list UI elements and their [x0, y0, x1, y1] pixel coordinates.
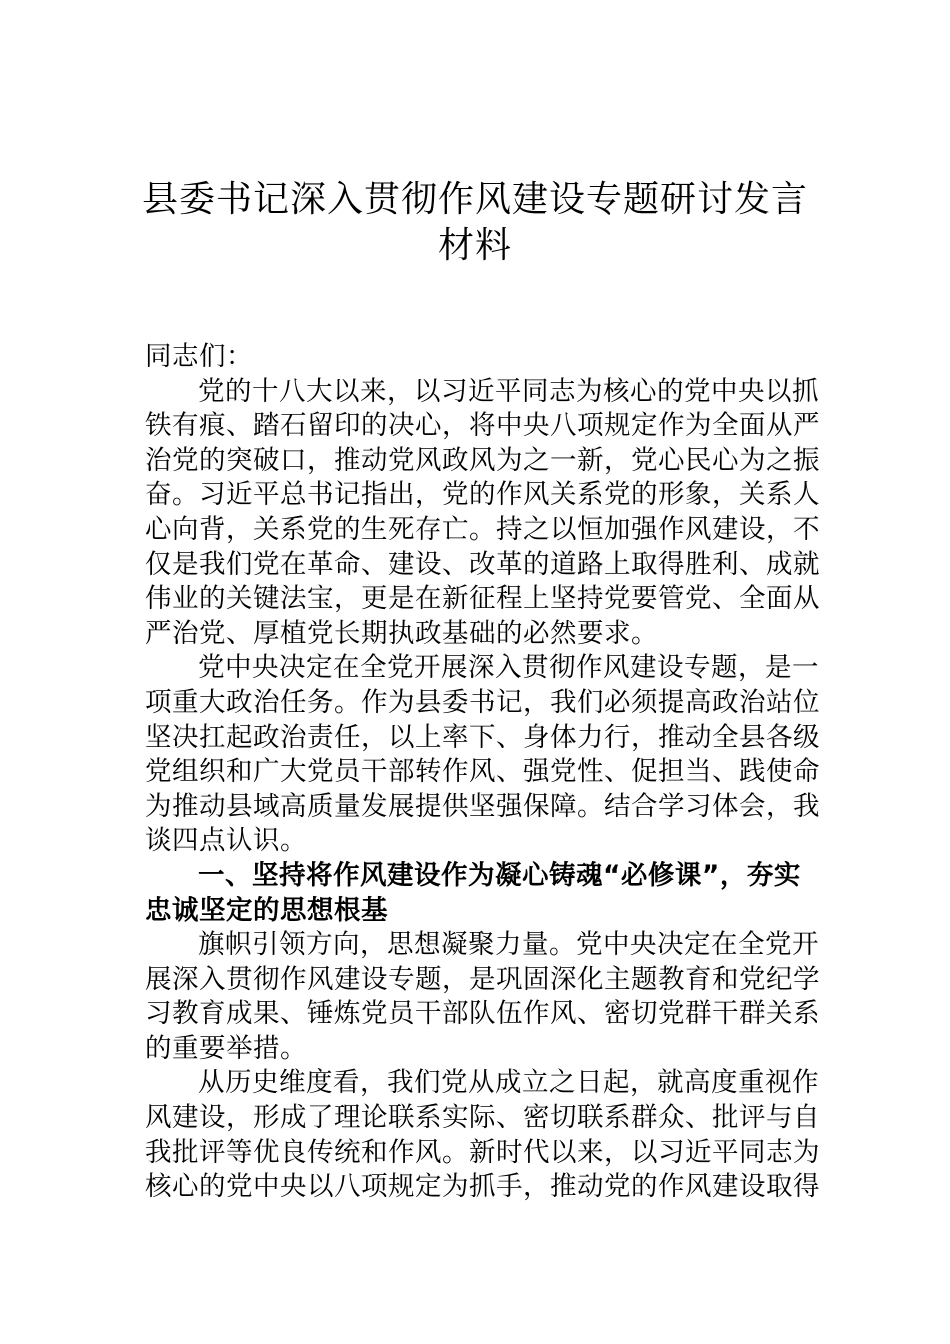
body-line: 从历史维度看，我们党从成立之日起，就高度重视作 — [198, 1067, 819, 1099]
body-line: 铁有痕、踏石留印的决心，将中央八项规定作为全面从严 — [145, 410, 820, 442]
body-line: 党的十八大以来，以习近平同志为核心的党中央以抓 — [198, 375, 819, 407]
greeting: 同志们： — [145, 341, 253, 372]
body-line: 仅是我们党在革命、建设、改革的道路上取得胜利、成就 — [145, 548, 820, 580]
body-line: 坚决扛起政治责任，以上率下、身体力行，推动全县各级 — [145, 721, 820, 753]
body-line: 党中央决定在全党开展深入贯彻作风建设专题，是一 — [198, 652, 819, 684]
body-line: 伟业的关键法宝，更是在新征程上坚持党要管党、全面从 — [145, 583, 820, 615]
document-title-line-1: 县委书记深入贯彻作风建设专题研讨发言 — [141, 179, 808, 220]
body-line: 风建设，形成了理论联系实际、密切联系群众、批评与自 — [145, 1102, 820, 1134]
body-line: 我批评等优良传统和作风。新时代以来，以习近平同志为 — [145, 1136, 820, 1168]
body-line: 严治党、厚植党长期执政基础的必然要求。 — [145, 617, 658, 649]
body-line: 习教育成果、锤炼党员干部队伍作风、密切党群干群关系 — [145, 998, 820, 1030]
body-line: 的重要举措。 — [145, 1032, 307, 1064]
body-line: 奋。习近平总书记指出，党的作风关系党的形象，关系人 — [145, 479, 820, 511]
body-line: 治党的突破口，推动党风政风为之一新，党心民心为之振 — [145, 444, 820, 476]
document-title-line-2: 材料 — [437, 225, 512, 266]
section-heading-line: 一、坚持将作风建设作为凝心铸魂“必修课”，夯实 — [198, 859, 801, 891]
body-line: 展深入贯彻作风建设专题，是巩固深化主题教育和党纪学 — [145, 963, 820, 995]
document-body — [145, 340, 820, 1205]
body-line: 心向背，关系党的生死存亡。持之以恒加强作风建设，不 — [145, 513, 820, 545]
section-heading-line: 忠诚坚定的思想根基 — [145, 894, 388, 926]
body-line: 谈四点认识。 — [145, 825, 307, 857]
body-line: 党组织和广大党员干部转作风、强党性、促担当、践使命 — [145, 756, 820, 788]
body-line: 项重大政治任务。作为县委书记，我们必须提高政治站位 — [145, 686, 820, 718]
body-line: 旗帜引领方向，思想凝聚力量。党中央决定在全党开 — [198, 929, 819, 961]
body-line: 核心的党中央以八项规定为抓手，推动党的作风建设取得 — [145, 1171, 820, 1203]
body-line: 为推动县域高质量发展提供坚强保障。结合学习体会，我 — [145, 790, 820, 822]
